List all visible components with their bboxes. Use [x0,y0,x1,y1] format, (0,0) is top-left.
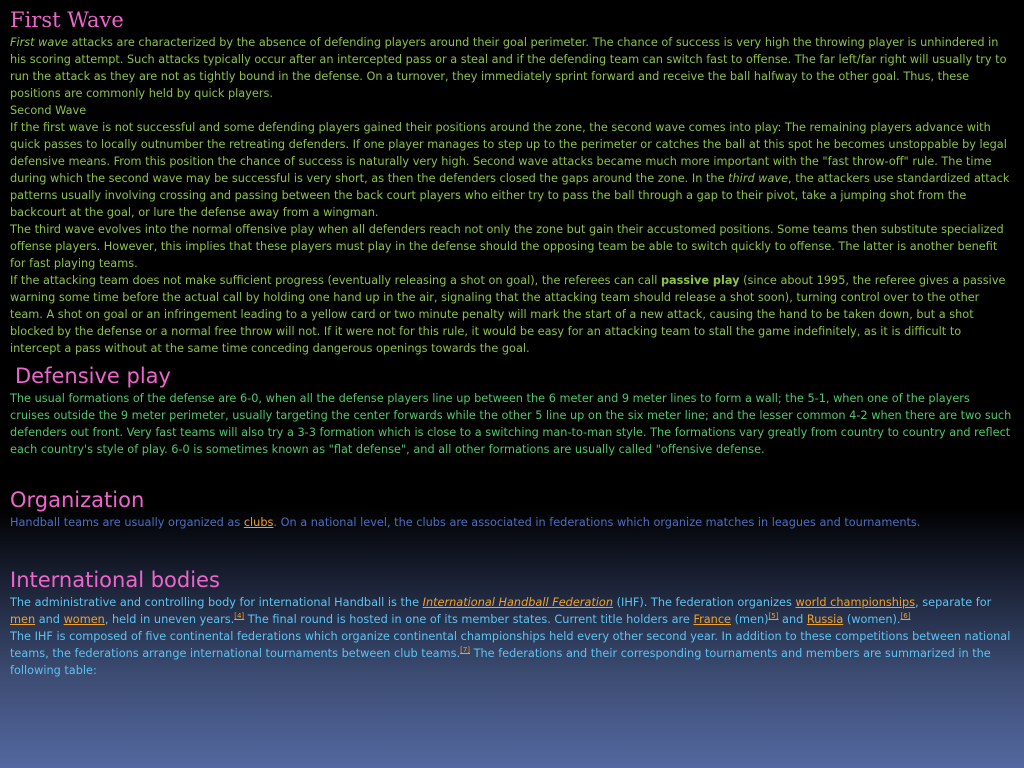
defensive-play-heading: Defensive play [15,364,171,388]
intl2-text-a: The IHF is composed of five continental federations which organize continental championships held every other second year. In addition to these competitions between national teams, the federations arrange international tournaments between club teams. [10,630,1011,660]
organization-section [10,486,1013,531]
intl-text-i: (women). [843,613,901,626]
russia-link[interactable]: Russia [806,613,844,626]
intl-text-h: and [778,613,807,626]
first-wave-text: attacks are characterized by the absence of defending players around their goal perimeter. The chance of success is very high the throwing player is unhindered in his scoring attempt. Such attacks typically occur after an intercepted pass or a steal and if the defending team can switch fast to offense. The far left/far right will usually try to run the attack as they are not as tightly bound in the defense. On a turnover, they immediately sprint forward and receive the ball halfway to the other goal. Thus, these positions are commonly held by quick players. [10,36,1007,100]
world-championships-link[interactable]: world championships [795,596,916,609]
third-wave-paragraph: The third wave evolves into the normal offensive play when all defenders reach not only the zone but gain their accustomed positions. Some teams then substitute specialized offense players. However, this implies that these players must play in the defense should the opposing team be able to switch quickly to offense. The latter is another benefit for fast playing teams. [10,223,1004,270]
international-paragraph-2 [10,628,1013,679]
first-wave-paragraph [10,34,1013,102]
organization-heading: Organization [10,488,145,512]
defensive-play-paragraph: The usual formations of the defense are 6-0, when all the defense players line up between the 6 meter and 9 meter lines to form a wall; the 5-1, when one of the players cruises outside the 9 meter perimeter, usually targeting the center forwards while the other 5 line up on the six meter line; and the lesser common 4-2 when there are two such defenders out front. Very fast teams will also try a 3-3 formation which is close to a switching man-to-man style. The formations vary greatly from country to country and reflect each country's style of play. 6-0 is sometimes known as "flat defense", and all other formations are usually called "offensive defense. [10,392,1012,456]
men-link[interactable]: men [10,613,36,626]
passive-play-term: passive play [660,274,740,287]
passive-play-text-b: (since about 1995, the referee gives a passive warning some time before the actual call by holding one hand up in the air, signaling that the attacking team should release a shot soon), turning control over to the other team. A shot on goal or an infringement leading to a yellow card or two minute penalty will mark the start of a new attack, causing the hand to be taken down, but a shot blocked by the defense or a normal free throw will not. If it were not for this rule, it would be easy for an attacking team to stall the game indefinitely, as it is difficult to intercept a pass without at the same time conceding dangerous openings towards the goal. [10,274,1006,355]
intl-text-e: , held in uneven years. [104,613,235,626]
ref-7-link[interactable]: [7] [460,646,471,654]
ref-4-link[interactable]: [4] [234,612,245,620]
ref-5-link[interactable]: [5] [768,612,779,620]
clubs-link[interactable]: clubs [243,516,274,529]
third-wave-em: third wave [728,172,789,185]
ihf-link[interactable]: International Handball Federation [422,596,614,609]
women-link[interactable]: women [63,613,105,626]
first-wave-heading: First Wave [10,8,124,32]
france-link[interactable]: France [693,613,732,626]
second-wave-text-b: , the attackers use standardized attack patterns usually involving crossing and passing between the back court players who either try to pass the ball through a gap to their pivot, take a jumping shot from the backcourt at the goal, or lure the defense away from a wingman. [10,172,1010,219]
ref-6-link[interactable]: [6] [900,612,911,620]
first-wave-section [10,6,1013,357]
intl-text-g: (men) [731,613,769,626]
organization-text-a: Handball teams are usually organized as [10,516,244,529]
intl-text-a: The administrative and controlling body for international Handball is the [10,596,423,609]
international-section [10,566,1013,679]
defensive-play-section [10,362,1013,458]
organization-text-b: . On a national level, the clubs are associated in federations which organize matches in leagues and tournaments. [273,516,921,529]
intl2-text-b: The federations and their corresponding tournaments and members are summarized in the following table: [10,647,991,677]
intl-text-d: and [35,613,64,626]
passive-play-paragraph [10,272,1013,357]
second-wave-paragraph [10,119,1013,221]
intl-text-b: (IHF). The federation organizes [613,596,796,609]
organization-paragraph [10,514,1013,531]
second-wave-label: Second Wave [10,104,87,117]
passive-play-text-a: If the attacking team does not make sufficient progress (eventually releasing a shot on goal), the referees can call [10,274,661,287]
international-paragraph-1 [10,594,1013,628]
intl-text-f: The final round is hosted in one of its member states. Current title holders are [244,613,694,626]
intl-text-c: , separate for [915,596,992,609]
international-heading: International bodies [10,568,220,592]
second-wave-text-a: If the first wave is not successful and some defending players gained their positions around the zone, the second wave comes into play: The remaining players advance with quick passes to locally outnumber the retreating defenders. If one player manages to step up to the perimeter or catches the ball at this spot he becomes unstoppable by legal defensive means. From this position the chance of success is naturally very high. Second wave attacks became much more important with the "fast throw-off" rule. The time during which the second wave may be successful is very short, as then the defenders closed the gaps around the zone. In the [10,121,1007,185]
first-wave-em: First wave [10,36,68,49]
